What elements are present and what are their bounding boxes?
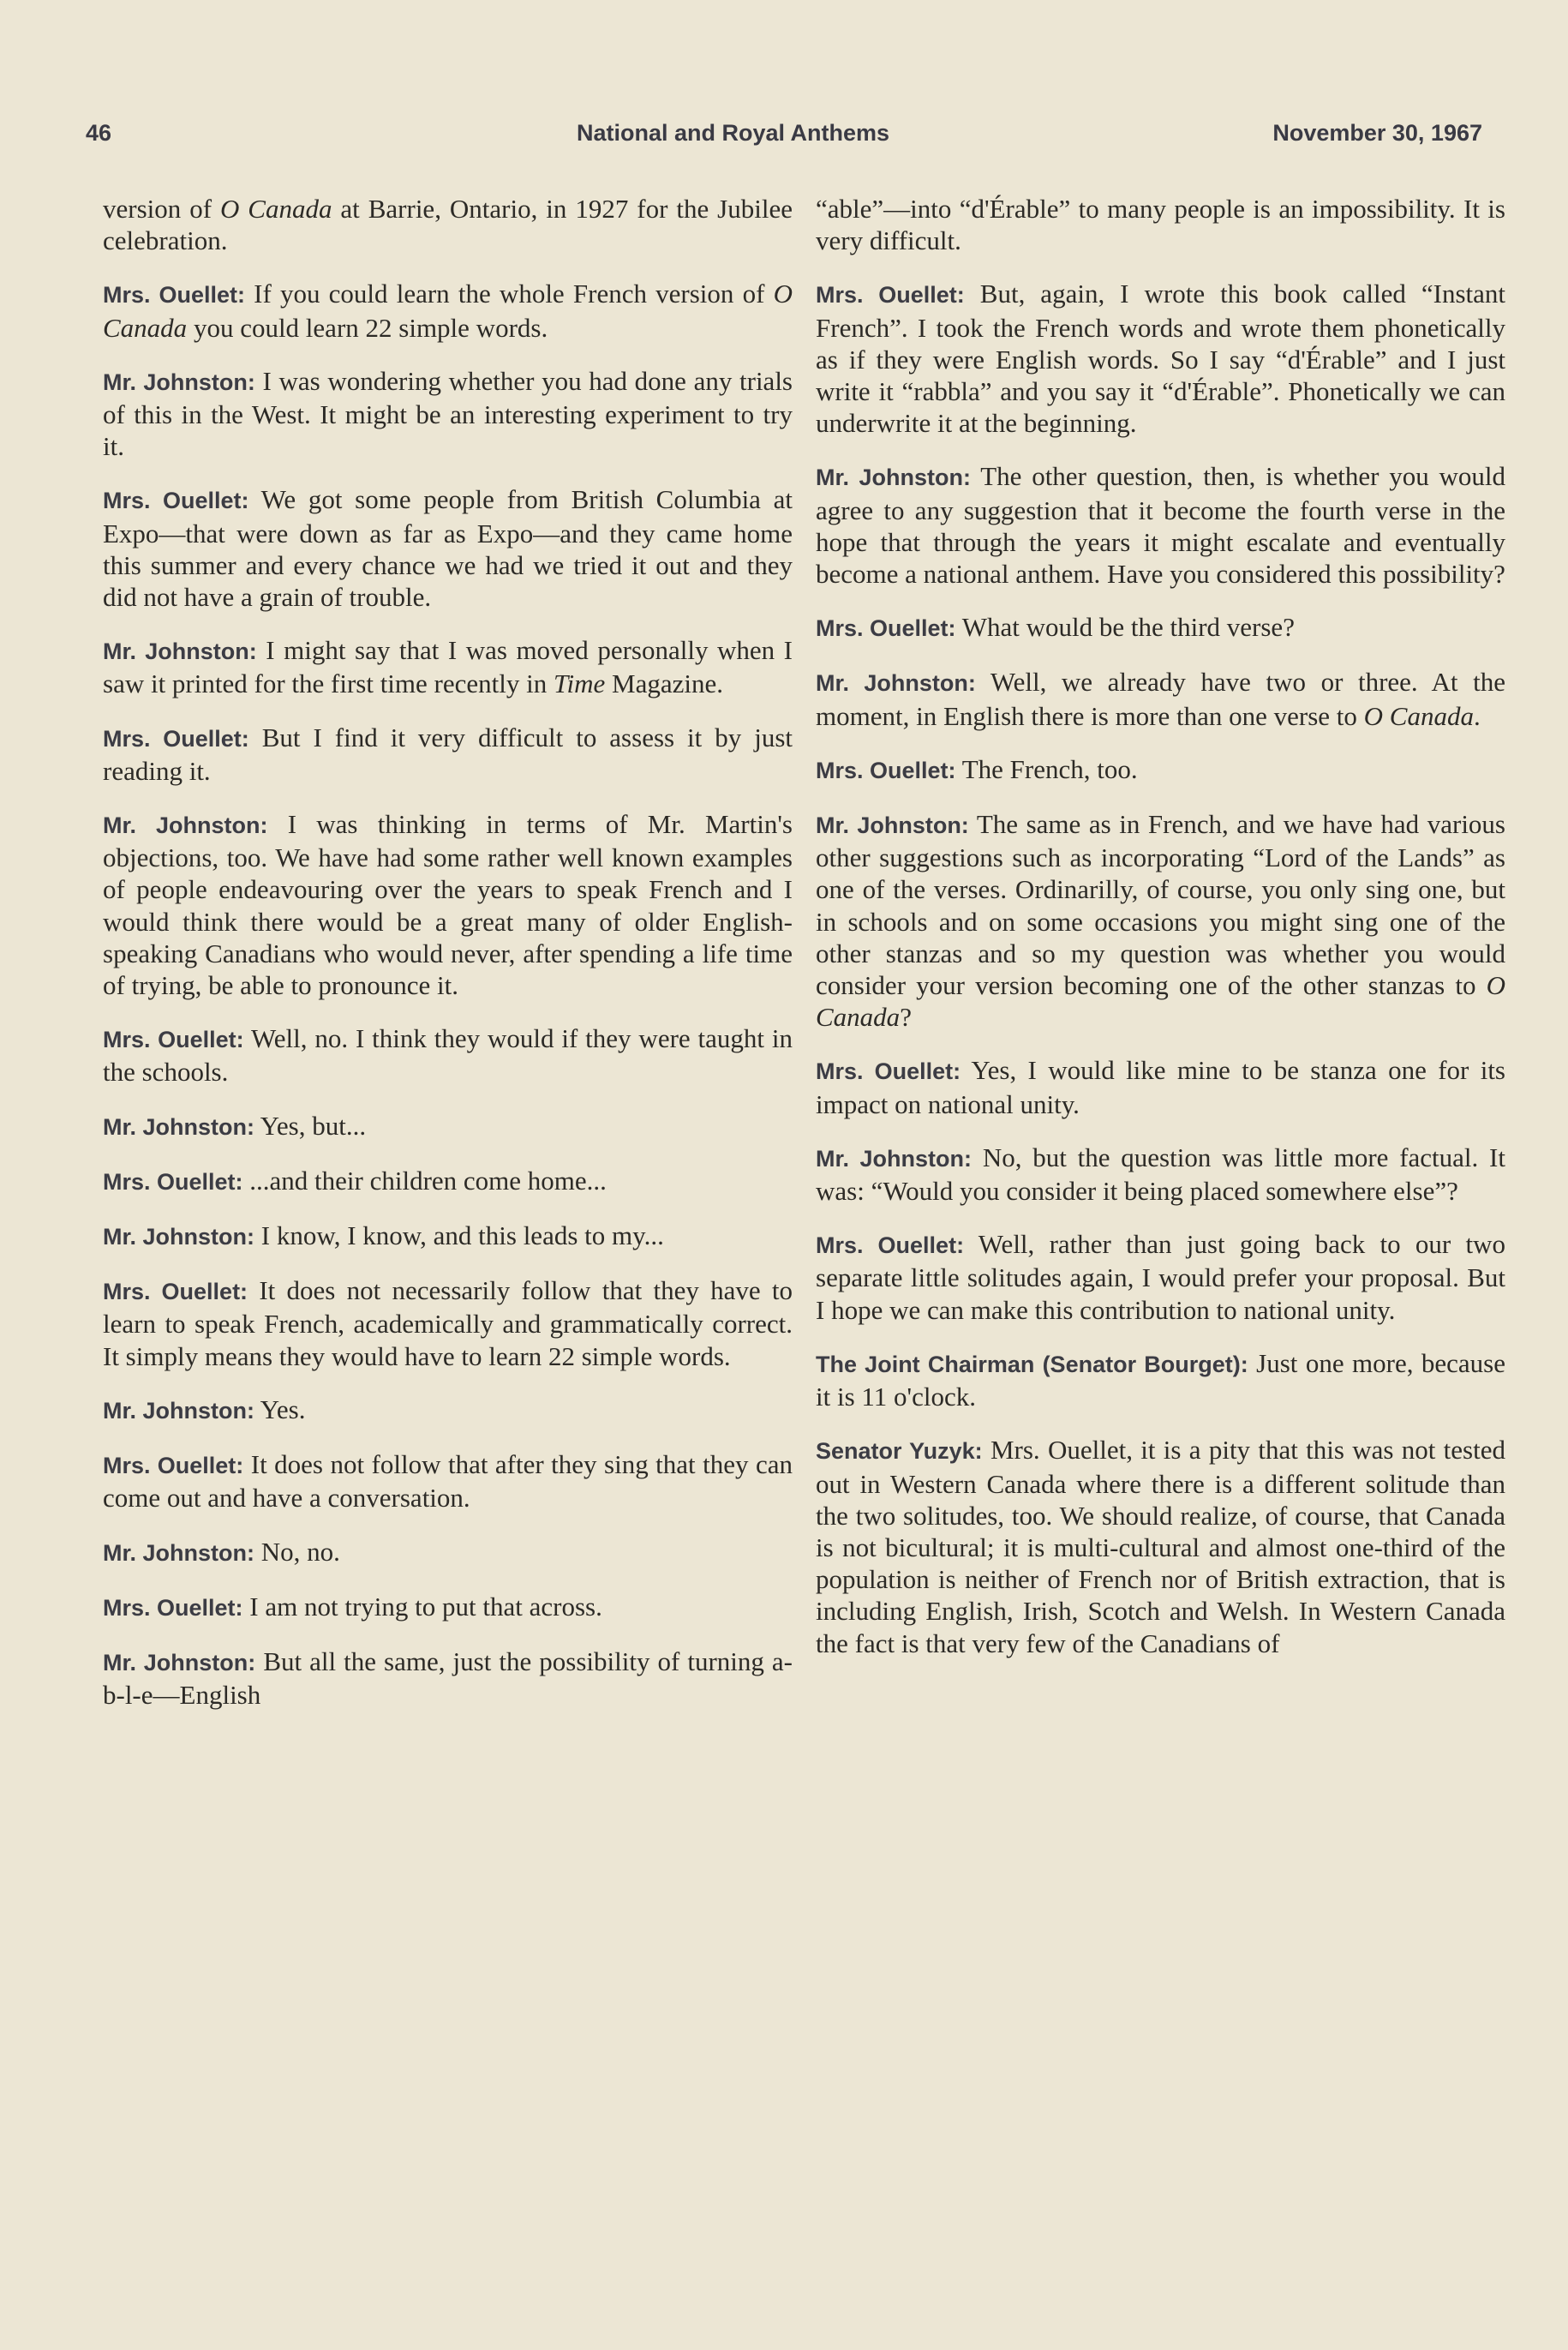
transcript-paragraph [103,1536,793,1569]
transcript-paragraph [103,483,793,613]
transcript-paragraph [816,808,1505,1033]
transcript-paragraph [816,1347,1505,1412]
transcript-paragraph [816,278,1505,439]
speaker-name: Mr. Johnston: [816,465,972,491]
paragraph-text: Well, rather than just going back to our two separate little solitudes again, I would prefer your proposal. But I hope we can make this contribution to national unity. [816,1229,1505,1325]
speaker-name: Mr. Johnston: [816,670,976,697]
italic-title: O Canada [1363,700,1474,731]
paragraph-text-end: ? [900,1002,912,1033]
italic-title: Time [554,668,606,699]
paragraph-text: Well, no. I think they would if they were taught in the schools. [103,1023,793,1088]
speaker-name: Mrs. Ouellet: [816,757,956,783]
paragraph-text-end: you could learn 22 simple words. [187,312,548,343]
speaker-name: Mrs. Ouellet: [103,1168,243,1195]
paragraph-text: But, again, I wrote this book called “Instant French”. I took the French words and wrote them phonetically as if they were English words. So I say “d'Érable” and I just write it “rabbla” and you say it “d'Érable”. Phonetically we can underwrite it at the beginning. [816,279,1505,439]
paragraph-text: Yes, but... [254,1110,367,1141]
left-text-column [103,193,793,1732]
running-header [60,120,1482,154]
transcript-paragraph [103,1165,793,1198]
speaker-name: Mr. Johnston: [103,1397,254,1424]
transcript-paragraph [816,1054,1505,1119]
speaker-name: Mrs. Ouellet: [103,725,249,752]
italic-title: O Canada [816,970,1505,1033]
italic-title: O Canada [219,194,332,224]
speaker-name: Mrs. Ouellet: [816,615,956,642]
transcript-paragraph [816,611,1505,644]
speaker-name: The Joint Chairman (Senator Bourget): [816,1351,1248,1377]
paragraph-text: But all the same, just the possibility of turning a-b-l-e—English [103,1646,793,1711]
speaker-name: Mr. Johnston: [103,1224,254,1250]
speaker-name: Mrs. Ouellet: [103,1279,248,1305]
running-title: National and Royal Anthems [577,120,890,146]
transcript-paragraph [103,1448,793,1514]
paragraph-text: It does not follow that after they sing that they can come out and have a conversation. [103,1449,793,1514]
paragraph-text: No, no. [254,1536,340,1567]
transcript-paragraph [103,808,793,1001]
speaker-name: Mr. Johnston: [103,369,255,395]
speaker-name: Mrs. Ouellet: [103,488,249,514]
transcript-paragraph [103,1022,793,1088]
transcript-paragraph [103,193,793,256]
speaker-name: Mrs. Ouellet: [103,1453,244,1479]
speaker-name: Mrs. Ouellet: [103,1027,244,1053]
transcript-paragraph [103,1274,793,1372]
transcript-paragraph [816,753,1505,787]
transcript-paragraph [103,1591,793,1624]
paragraph-text: It does not necessarily follow that they have to learn to speak French, academically and grammatically correct. It simply means they would have to learn 22 simple words. [103,1275,793,1371]
speaker-name: Mrs. Ouellet: [816,282,965,309]
paragraph-text: No, but the question was little more factual. It was: “Would you consider it being placed somewhere else”? [816,1142,1505,1207]
paragraph-text: The French, too. [955,753,1138,784]
transcript-paragraph [103,1110,793,1143]
transcript-paragraph [816,460,1505,590]
transcript-paragraph [103,634,793,699]
speaker-name: Mrs. Ouellet: [103,282,245,309]
paragraph-text: version of [103,194,220,224]
transcript-paragraph [816,1434,1505,1658]
right-text-column [816,193,1505,1681]
paragraph-text: I was wondering whether you had done any trials of this in the West. It might be an interesting experiment to try it. [103,365,793,462]
transcript-paragraph [103,722,793,787]
speaker-name: Mr. Johnston: [816,1145,973,1172]
transcript-paragraph [816,193,1505,256]
paragraph-text: I am not trying to put that across. [242,1591,602,1622]
paragraph-text: I know, I know, and this leads to my... [254,1220,664,1251]
paragraph-text: Yes, I would like mine to be stanza one for its impact on national unity. [816,1055,1506,1119]
paragraph-text: Well, we already have two or three. At the moment, in English there is more than one verse to [816,667,1505,731]
paragraph-text: What would be the third verse? [955,612,1295,643]
speaker-name: Mrs. Ouellet: [816,1058,961,1085]
transcript-paragraph [103,1646,793,1711]
paragraph-text-end: . [1474,700,1481,731]
paragraph-text: But I find it very difficult to assess it by just reading it. [103,722,793,786]
transcript-paragraph [816,1142,1505,1207]
transcript-paragraph [103,1220,793,1253]
header-date: November 30, 1967 [1272,120,1482,146]
paragraph-text: We got some people from British Columbia at Expo—that were down as far as Expo—and they came home this summer and every chance we had we tried it out and they did not have a grain of trouble. [103,484,793,613]
transcript-paragraph [816,666,1505,731]
transcript-paragraph [103,1394,793,1427]
paragraph-text: “able”—into “d'Érable” to many people is an impossibility. It is very difficult. [816,194,1505,256]
transcript-paragraph [103,365,793,463]
speaker-name: Mr. Johnston: [816,812,969,839]
paragraph-text: I was thinking in terms of Mr. Martin's objections, too. We have had some rather well known examples of people endeavouring over the years to speak French and I would think there would be a great many of older English-speaking Canadians who would never, after spending a life time of trying, be able to pronounce it. [103,809,793,1001]
paragraph-text: Just one more, because it is 11 o'clock. [816,1347,1505,1412]
transcript-paragraph [103,278,793,343]
paragraph-text: If you could learn the whole French version of [244,279,774,309]
speaker-name: Senator Yuzyk: [816,1438,983,1465]
italic-title: O Canada [103,279,793,343]
page-number: 46 [86,120,112,146]
paragraph-text-end: Magazine. [605,668,724,699]
paragraph-text: The other question, then, is whether you would agree to any suggestion that it become the fourth verse in the hope that through the years it might escalate and eventually become a national anthem. Have you considered this possibility? [816,461,1505,590]
paragraph-text-end: at Barrie, Ontario, in 1927 for the Jubilee celebration. [103,194,793,256]
paragraph-text: I might say that I was moved personally when I saw it printed for the first time recently in [103,635,793,699]
paragraph-text: Yes. [254,1394,306,1424]
speaker-name: Mr. Johnston: [103,1539,254,1566]
transcript-paragraph [816,1228,1505,1326]
paragraph-text: ...and their children come home... [242,1165,607,1196]
speaker-name: Mrs. Ouellet: [816,1232,965,1259]
speaker-name: Mr. Johnston: [103,638,257,665]
speaker-name: Mr. Johnston: [103,1649,256,1676]
paragraph-text: The same as in French, and we have had various other suggestions such as incorporating “Lord of the Lands” as one of the verses. Ordinarilly, of course, you only sing one, but in schools and on some occasions you might sing one of the other stanzas and so my question was whether you would consider your version becoming one of the other stanzas to [816,809,1505,1001]
speaker-name: Mrs. Ouellet: [103,1594,243,1621]
speaker-name: Mr. Johnston: [103,812,268,839]
paragraph-text: Mrs. Ouellet, it is a pity that this was not tested out in Western Canada where there is a different solitude than the two solitudes, too. We should realize, of course, that Canada is not bicultural; it is multi-cultural and almost one-third of the population is neither of French nor of British extraction, that is including English, Irish, Scotch and Welsh. In Western Canada the fact is that very few of the Canadians of [816,1435,1505,1658]
speaker-name: Mr. Johnston: [103,1113,254,1140]
